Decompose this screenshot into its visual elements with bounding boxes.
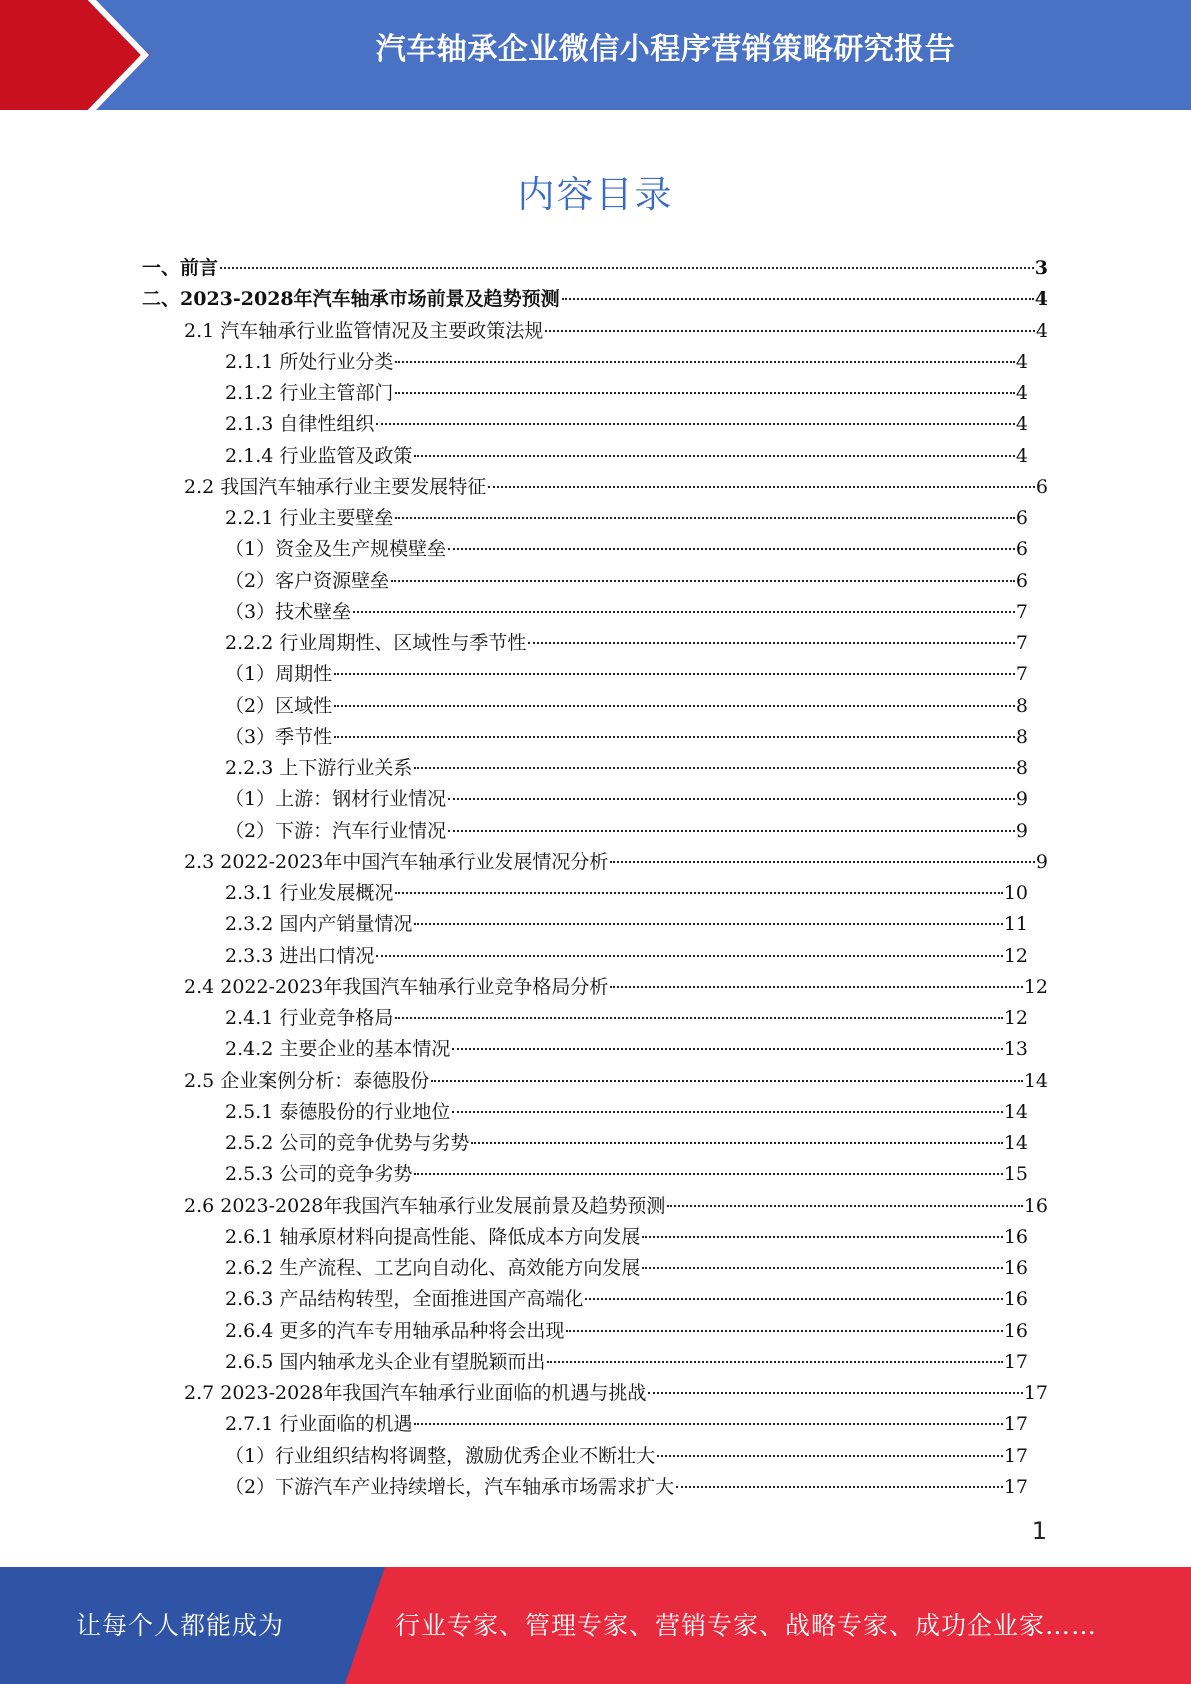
toc-dot-leader xyxy=(395,892,1002,894)
toc-dot-leader xyxy=(391,580,1015,582)
toc-entry-page: 15 xyxy=(1003,1163,1028,1186)
toc-entry[interactable] xyxy=(0,1253,1028,1284)
toc-entry-page: 16 xyxy=(1003,1319,1028,1342)
toc-entry-page: 6 xyxy=(1015,538,1028,561)
toc-entry[interactable] xyxy=(0,1097,1028,1128)
toc-dot-leader xyxy=(452,1111,1002,1113)
toc-entry-title: 2.5.1 泰德股份的行业地位 xyxy=(225,1100,451,1123)
toc-dot-leader xyxy=(395,1017,1002,1019)
toc-entry[interactable] xyxy=(0,409,1028,440)
toc-entry-title: 2.7 2023-2028年我国汽车轴承行业面临的机遇与挑战 xyxy=(184,1382,647,1404)
toc-entry[interactable] xyxy=(0,1191,1048,1222)
toc-entry-title: 2.5.2 公司的竞争优势与劣势 xyxy=(225,1132,470,1154)
toc-entry-page: 8 xyxy=(1015,725,1028,748)
toc-entry[interactable] xyxy=(0,347,1028,378)
toc-entry[interactable] xyxy=(0,1347,1028,1378)
toc-entry-page: 4 xyxy=(1015,444,1028,467)
header-banner xyxy=(0,0,1191,110)
toc-dot-leader xyxy=(414,1173,1002,1175)
toc-dot-leader xyxy=(448,798,1015,800)
toc-entry-title: 2.6.5 国内轴承龙头企业有望脱颖而出 xyxy=(225,1350,546,1373)
toc-entry-title: 2.5.3 公司的竞争劣势 xyxy=(225,1163,413,1186)
toc-entry[interactable] xyxy=(0,628,1028,659)
page-number: 1 xyxy=(1031,1517,1047,1545)
toc-entry[interactable] xyxy=(0,1316,1028,1347)
toc-entry-page: 10 xyxy=(1003,882,1028,904)
toc-entry-page: 8 xyxy=(1015,757,1028,779)
table-of-contents xyxy=(0,253,1191,1503)
toc-entry[interactable] xyxy=(0,816,1028,847)
toc-entry-title: 2.4 2022-2023年我国汽车轴承行业竞争格局分析 xyxy=(184,975,609,998)
toc-entry[interactable] xyxy=(0,534,1028,565)
toc-dot-leader xyxy=(431,1080,1023,1082)
toc-entry[interactable] xyxy=(0,1409,1028,1440)
toc-entry-page: 14 xyxy=(1003,1132,1028,1154)
toc-entry-page: 7 xyxy=(1015,600,1028,623)
toc-entry[interactable] xyxy=(0,316,1048,347)
toc-entry-title: 2.4.1 行业竞争格局 xyxy=(225,1007,394,1029)
toc-entry-title: （3）技术壁垒 xyxy=(225,600,352,623)
toc-entry-title: 2.1.1 所处行业分类 xyxy=(225,350,394,373)
toc-entry[interactable] xyxy=(0,1284,1028,1315)
toc-entry[interactable] xyxy=(0,566,1028,597)
toc-dot-leader xyxy=(562,298,1034,300)
footer-banner xyxy=(0,1567,1191,1684)
toc-entry-page: 16 xyxy=(1023,1194,1048,1217)
toc-entry-title: 2.2.1 行业主要壁垒 xyxy=(225,507,394,529)
toc-dot-leader xyxy=(414,1423,1002,1425)
toc-entry[interactable] xyxy=(0,503,1028,534)
toc-entry-title: 2.1.2 行业主管部门 xyxy=(225,382,394,404)
toc-dot-leader xyxy=(414,455,1015,457)
toc-entry-title: 2.3.3 进出口情况 xyxy=(225,944,375,967)
toc-entry[interactable] xyxy=(0,1378,1048,1409)
toc-entry-title: 2.6.4 更多的汽车专用轴承品种将会出现 xyxy=(225,1319,565,1342)
toc-entry-title: 2.1.4 行业监管及政策 xyxy=(225,444,413,467)
toc-entry-title: 2.6.1 轴承原材料向提高性能、降低成本方向发展 xyxy=(225,1225,641,1248)
toc-dot-leader xyxy=(545,330,1035,332)
toc-entry-title: （1）周期性 xyxy=(225,663,333,686)
toc-entry-page: 17 xyxy=(1003,1475,1028,1498)
toc-entry[interactable] xyxy=(0,722,1028,753)
toc-dot-leader xyxy=(642,1267,1002,1269)
toc-entry-page: 6 xyxy=(1015,569,1028,592)
toc-entry-title: 2.1 汽车轴承行业监管情况及主要政策法规 xyxy=(184,319,544,342)
toc-entry-title: 2.3.2 国内产销量情况 xyxy=(225,913,413,936)
toc-entry-page: 4 xyxy=(1035,319,1048,342)
toc-entry[interactable] xyxy=(0,659,1028,690)
toc-entry[interactable] xyxy=(0,472,1048,503)
toc-entry-page: 6 xyxy=(1015,507,1028,529)
toc-dot-leader xyxy=(452,1048,1002,1050)
toc-dot-leader xyxy=(667,1205,1022,1207)
toc-entry[interactable] xyxy=(0,597,1028,628)
toc-entry-page: 9 xyxy=(1035,850,1048,873)
toc-entry-title: （1）行业组织结构将调整，激励优秀企业不断壮大 xyxy=(225,1444,656,1467)
toc-entry-title: 2.2 我国汽车轴承行业主要发展特征 xyxy=(184,475,487,498)
toc-dot-leader xyxy=(376,955,1002,957)
toc-dot-leader xyxy=(610,986,1022,988)
toc-entry-page: 9 xyxy=(1015,788,1028,811)
toc-dot-leader xyxy=(220,267,1034,269)
toc-entry-page: 12 xyxy=(1003,944,1028,967)
toc-entry-page: 13 xyxy=(1003,1038,1028,1061)
toc-entry[interactable] xyxy=(0,909,1028,940)
toc-entry-page: 4 xyxy=(1034,288,1048,311)
toc-heading: 内容目录 xyxy=(517,173,674,216)
toc-entry[interactable] xyxy=(0,1159,1028,1190)
toc-dot-leader xyxy=(448,830,1015,832)
toc-entry-title: （3）季节性 xyxy=(225,725,333,748)
toc-entry-page: 9 xyxy=(1015,819,1028,842)
toc-dot-leader xyxy=(395,517,1015,519)
toc-dot-leader xyxy=(657,1455,1003,1457)
toc-dot-leader xyxy=(566,1330,1002,1332)
toc-entry-title: （2）下游：汽车行业情况 xyxy=(225,819,447,842)
toc-entry[interactable] xyxy=(0,847,1048,878)
toc-entry-page: 3 xyxy=(1034,257,1048,279)
toc-entry[interactable] xyxy=(0,1003,1028,1034)
toc-entry-title: 2.6.3 产品结构转型，全面推进国产高端化 xyxy=(225,1288,584,1311)
toc-dot-leader xyxy=(395,361,1015,363)
toc-entry-title: 2.4.2 主要企业的基本情况 xyxy=(225,1038,451,1061)
toc-entry-title: 2.2.2 行业周期性、区域性与季节性 xyxy=(225,632,527,654)
toc-entry-title: （1）资金及生产规模壁垒 xyxy=(225,538,447,561)
toc-entry[interactable] xyxy=(0,253,1048,284)
toc-entry[interactable] xyxy=(0,1472,1028,1503)
toc-dot-leader xyxy=(395,392,1015,394)
toc-entry[interactable] xyxy=(0,1222,1028,1253)
toc-entry-title: （1）上游：钢材行业情况 xyxy=(225,788,447,811)
toc-entry-title: 2.6 2023-2028年我国汽车轴承行业发展前景及趋势预测 xyxy=(184,1194,666,1217)
toc-entry[interactable] xyxy=(0,1128,1028,1159)
footer-slogan-right: 行业专家、管理专家、营销专家、战略专家、成功企业家…… xyxy=(395,1611,1098,1640)
toc-dot-leader xyxy=(648,1392,1022,1394)
toc-entry-page: 4 xyxy=(1015,413,1028,436)
toc-entry-title: 一、前言 xyxy=(142,257,219,279)
toc-entry-page: 17 xyxy=(1003,1413,1028,1436)
toc-entry-page: 7 xyxy=(1015,663,1028,686)
toc-entry-title: 2.2.3 上下游行业关系 xyxy=(225,757,413,779)
toc-entry-page: 8 xyxy=(1015,694,1028,717)
toc-entry-page: 12 xyxy=(1003,1007,1028,1029)
toc-entry[interactable] xyxy=(0,378,1028,409)
toc-entry-title: 2.6.2 生产流程、工艺向自动化、高效能方向发展 xyxy=(225,1257,641,1279)
toc-dot-leader xyxy=(547,1361,1002,1363)
toc-entry-title: 2.3 2022-2023年中国汽车轴承行业发展情况分析 xyxy=(184,850,609,873)
toc-entry-title: （2）下游汽车产业持续增长，汽车轴承市场需求扩大 xyxy=(225,1475,675,1498)
toc-entry-title: （2）客户资源壁垒 xyxy=(225,569,390,592)
toc-entry-page: 16 xyxy=(1003,1225,1028,1248)
toc-dot-leader xyxy=(642,1236,1002,1238)
toc-entry-page: 7 xyxy=(1015,632,1028,654)
toc-entry[interactable] xyxy=(0,941,1028,972)
toc-entry-page: 16 xyxy=(1003,1257,1028,1279)
toc-entry[interactable] xyxy=(0,972,1048,1003)
toc-entry-title: 二、2023-2028年汽车轴承市场前景及趋势预测 xyxy=(142,288,560,311)
toc-entry-page: 17 xyxy=(1003,1444,1028,1467)
toc-entry-page: 14 xyxy=(1023,1069,1048,1092)
toc-dot-leader xyxy=(610,861,1035,863)
toc-dot-leader xyxy=(676,1486,1003,1488)
toc-entry-page: 6 xyxy=(1035,475,1048,498)
toc-entry[interactable] xyxy=(0,284,1048,315)
toc-dot-leader xyxy=(585,1298,1002,1300)
toc-dot-leader xyxy=(414,767,1015,769)
toc-dot-leader xyxy=(488,486,1035,488)
report-title: 汽车轴承企业微信小程序营销策略研究报告 xyxy=(375,32,956,67)
toc-entry[interactable] xyxy=(0,691,1028,722)
toc-dot-leader xyxy=(414,923,1002,925)
toc-entry-title: （2）区域性 xyxy=(225,694,333,717)
toc-entry-page: 16 xyxy=(1003,1288,1028,1311)
toc-entry-title: 2.1.3 自律性组织 xyxy=(225,413,375,436)
toc-dot-leader xyxy=(334,736,1015,738)
toc-entry[interactable] xyxy=(0,878,1028,909)
chevron-arrow-icon xyxy=(0,0,160,110)
toc-entry[interactable] xyxy=(0,753,1028,784)
toc-entry-title: 2.3.1 行业发展概况 xyxy=(225,882,394,904)
footer-slogan-left: 让每个人都能成为 xyxy=(75,1611,284,1640)
toc-entry[interactable] xyxy=(0,784,1028,815)
toc-dot-leader xyxy=(353,611,1015,613)
toc-entry-page: 11 xyxy=(1003,913,1028,936)
toc-dot-leader xyxy=(334,673,1015,675)
toc-dot-leader xyxy=(334,705,1015,707)
toc-entry[interactable] xyxy=(0,1034,1028,1065)
toc-dot-leader xyxy=(448,548,1015,550)
toc-entry-page: 4 xyxy=(1015,382,1028,404)
toc-entry-page: 4 xyxy=(1015,350,1028,373)
toc-entry-page: 17 xyxy=(1003,1350,1028,1373)
toc-entry-page: 17 xyxy=(1023,1382,1048,1404)
toc-entry-title: 2.7.1 行业面临的机遇 xyxy=(225,1413,413,1436)
toc-entry-page: 12 xyxy=(1023,975,1048,998)
toc-entry-page: 14 xyxy=(1003,1100,1028,1123)
toc-dot-leader xyxy=(471,1142,1002,1144)
toc-entry[interactable] xyxy=(0,1066,1048,1097)
toc-dot-leader xyxy=(376,423,1015,425)
toc-dot-leader xyxy=(528,642,1015,644)
toc-entry[interactable] xyxy=(0,1441,1028,1472)
toc-entry-title: 2.5 企业案例分析：泰德股份 xyxy=(184,1069,430,1092)
toc-entry[interactable] xyxy=(0,441,1028,472)
